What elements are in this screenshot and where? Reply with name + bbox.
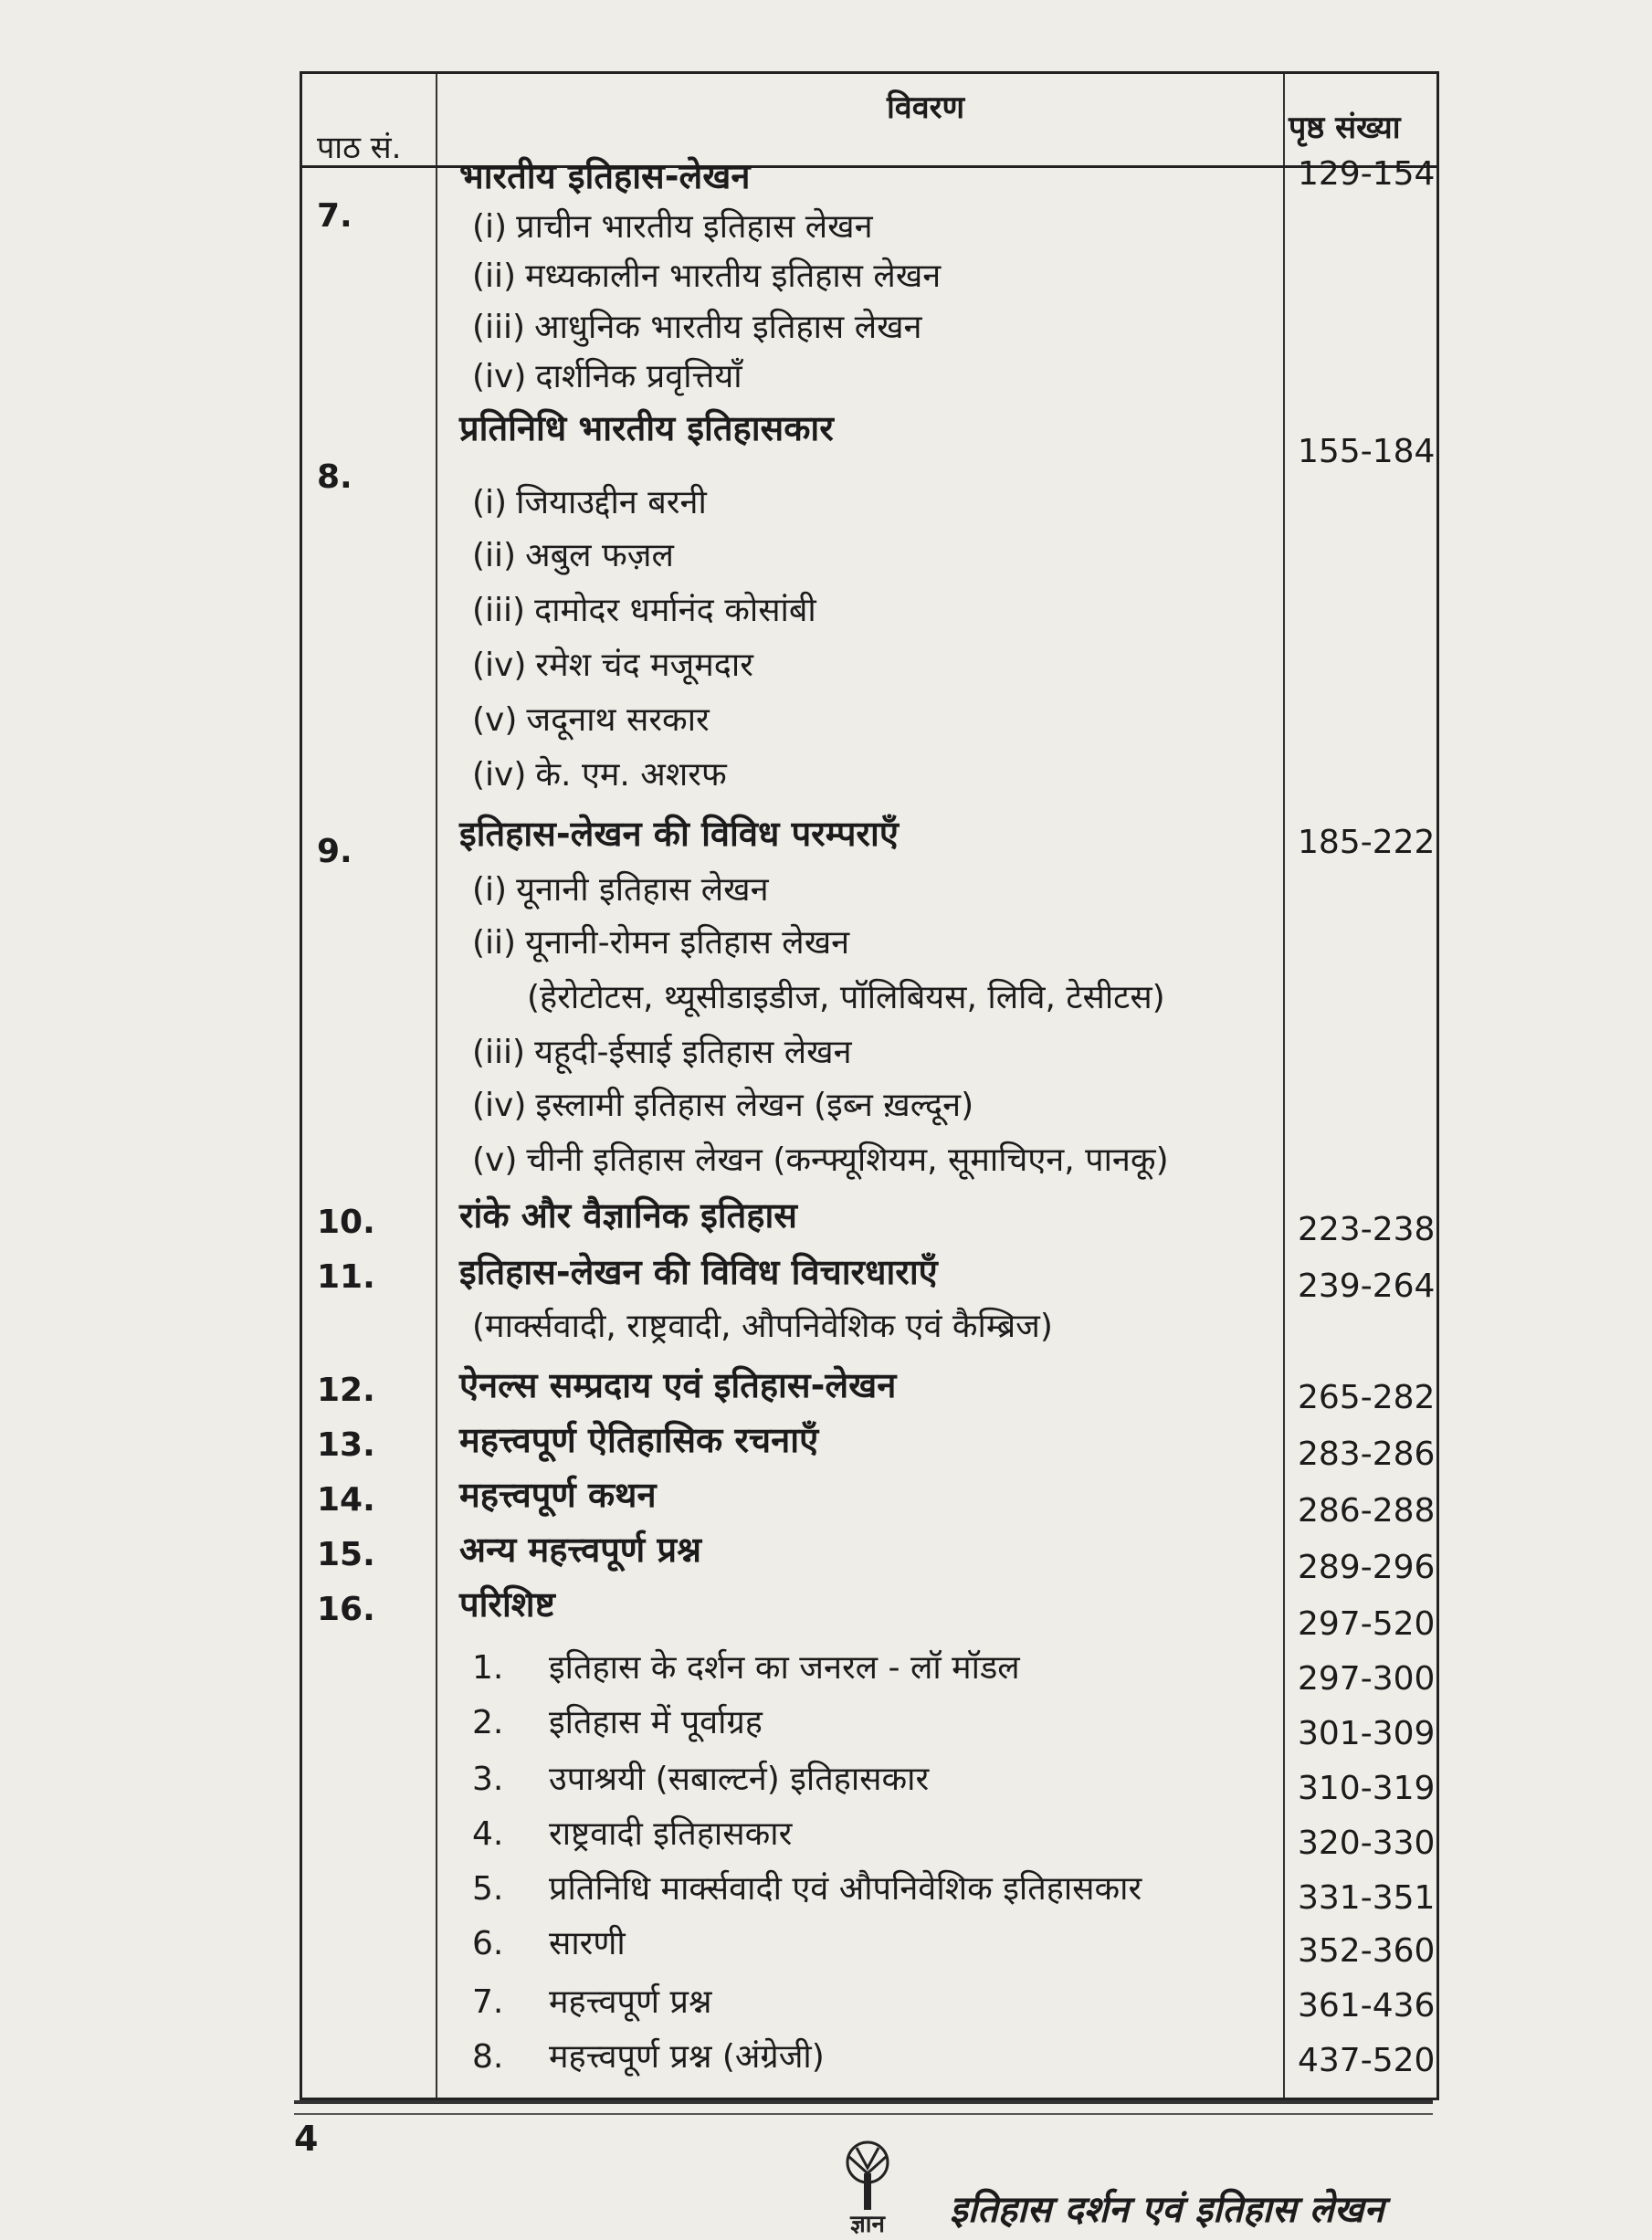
sub-item: (ii) अबुल फज़ल [472,537,674,574]
sub-item: (i) जियाउद्दीन बरनी [472,484,707,521]
sub-item: (हेरोटोटस, थ्यूसीडाइडीज, पॉलिबियस, लिवि, टेसीटस) [527,979,1165,1016]
sub-item: (iv) इस्लामी इतिहास लेखन (इब्न ख़ल्दून) [472,1087,974,1124]
header-pages: पृष्ठ संख्या [1289,110,1401,146]
chapter-pages: 223-238 [1298,1211,1436,1248]
chapter-title: रांके और वैज्ञानिक इतिहास [459,1195,797,1236]
chapter-number: 10. [317,1204,375,1241]
appendix-item: 2. इतिहास में पूर्वाग्रह [472,1704,763,1741]
appendix-item: 1. इतिहास के दर्शन का जनरल - लॉ मॉडल [472,1649,1020,1687]
appendix-pages: 352-360 [1298,1932,1436,1970]
sub-item: (iv) के. एम. अशरफ [472,756,727,794]
appendix-pages: 320-330 [1298,1825,1436,1862]
chapter-title: अन्य महत्त्वपूर्ण प्रश्न [459,1530,701,1570]
chapter-number: 7. [317,197,352,235]
header-lesson-no: पाठ सं. [317,130,402,166]
chapter-pages: 297-520 [1298,1605,1436,1643]
chapter-number: 12. [317,1372,375,1409]
sub-item: (i) प्राचीन भारतीय इतिहास लेखन [472,208,873,246]
appendix-pages: 331-351 [1298,1879,1436,1917]
sub-item: (iii) यहूदी-ईसाई इतिहास लेखन [472,1034,852,1071]
chapter-number: 9. [317,833,352,870]
chapter-pages: 283-286 [1298,1435,1436,1473]
chapter-pages: 286-288 [1298,1492,1436,1530]
sub-item: (iv) रमेश चंद मजूमदार [472,647,753,684]
svg-text:ज्ञान: ज्ञान [850,2211,885,2237]
chapter-note: (मार्क्सवादी, राष्ट्रवादी, औपनिवेशिक एवं कैम्ब्रिज) [472,1308,1053,1345]
appendix-item: 4. राष्ट्रवादी इतिहासकार [472,1815,793,1853]
appendix-pages: 361-436 [1298,1987,1436,2024]
chapter-pages: 265-282 [1298,1379,1436,1416]
appendix-item: 6. सारणी [472,1925,626,1962]
chapter-pages: 239-264 [1298,1267,1436,1305]
footer-rule [294,2100,1433,2115]
chapter-title: ऐनल्स सम्प्रदाय एवं इतिहास-लेखन [459,1365,897,1405]
chapter-number: 14. [317,1481,375,1519]
book-title: इतिहास दर्शन एवं इतिहास लेखन [950,2189,1384,2231]
chapter-pages: 155-184 [1298,433,1436,470]
chapter-pages: 185-222 [1298,824,1436,861]
sub-item: (iii) दामोदर धर्मानंद कोसांबी [472,592,816,629]
column-divider [1283,74,1285,2098]
sub-item: (ii) यूनानी-रोमन इतिहास लेखन [472,924,850,962]
sub-item: (v) चीनी इतिहास लेखन (कन्फ्यूशियम, सूमाचिएन, पानकू) [472,1141,1169,1179]
sub-item: (ii) मध्यकालीन भारतीय इतिहास लेखन [472,258,942,295]
appendix-item: 5. प्रतिनिधि मार्क्सवादी एवं औपनिवेशिक इतिहासकार [472,1870,1142,1908]
chapter-title: महत्त्वपूर्ण ऐतिहासिक रचनाएँ [459,1420,819,1460]
appendix-pages: 310-319 [1298,1770,1436,1807]
column-divider [436,74,437,2098]
header-details: विवरण [887,89,965,126]
chapter-title: प्रतिनिधि भारतीय इतिहासकार [459,408,834,448]
chapter-title: भारतीय इतिहास-लेखन [459,156,751,196]
chapter-number: 11. [317,1258,375,1296]
chapter-title: इतिहास-लेखन की विविध विचारधाराएँ [459,1252,938,1292]
chapter-title: परिशिष्ट [459,1584,555,1625]
appendix-pages: 437-520 [1298,2042,1436,2079]
chapter-title: इतिहास-लेखन की विविध परम्पराएँ [459,814,899,854]
appendix-pages: 297-300 [1298,1660,1436,1698]
sub-item: (v) जदूनाथ सरकार [472,701,710,739]
sub-item: (iv) दार्शनिक प्रवृत्तियाँ [472,358,742,395]
contents-table [300,71,1439,2100]
appendix-item: 3. उपाश्रयी (सबाल्टर्न) इतिहासकार [472,1761,930,1798]
chapter-number: 16. [317,1591,375,1628]
chapter-pages: 129-154 [1298,155,1436,193]
page-number: 4 [294,2119,319,2159]
chapter-number: 15. [317,1536,375,1573]
chapter-title: महत्त्वपूर्ण कथन [459,1475,657,1515]
appendix-item: 8. महत्त्वपूर्ण प्रश्न (अंग्रेजी) [472,2038,825,2076]
chapter-pages: 289-296 [1298,1549,1436,1586]
appendix-item: 7. महत्त्वपूर्ण प्रश्न [472,1983,712,2021]
appendix-pages: 301-309 [1298,1715,1436,1752]
sub-item: (iii) आधुनिक भारतीय इतिहास लेखन [472,309,922,346]
chapter-number: 13. [317,1426,375,1464]
chapter-number: 8. [317,458,352,496]
tree-logo-icon [822,2137,913,2237]
sub-item: (i) यूनानी इतिहास लेखन [472,871,769,909]
